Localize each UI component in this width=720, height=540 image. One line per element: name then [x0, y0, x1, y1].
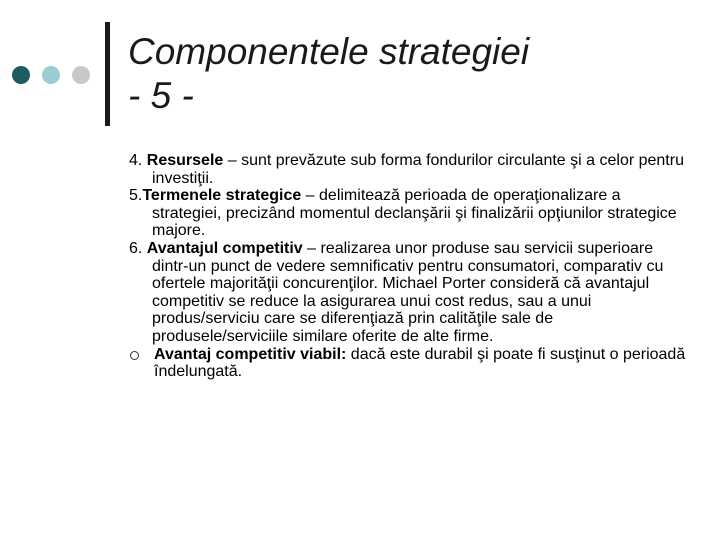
item-text: – realizarea unor produse sau servicii superioare dintr-un punct de vedere semnificativ pentru consumatori, comparativ cu ofertele majorităţii concurenţilor. Michael Porter consideră că avantajul competitiv se reduce la asigurarea unui cost redus, sau a unui produs/serviciu care se diferenţiază prin calităţile sale de produsele/serviciile similare oferite de alte firme.	[152, 239, 664, 345]
title-divider-rule	[105, 22, 110, 126]
item-term: Termenele strategice	[142, 187, 302, 205]
slide-title	[128, 30, 688, 118]
dot-gray	[72, 66, 90, 84]
item-text: – delimitează perioada de operaţionalizare a strategiei, precizând momentul declanşării şi finalizării opţiunilor strategice majore.	[152, 187, 677, 240]
dot-dark-teal	[12, 66, 30, 84]
list-item-avantaj	[129, 240, 689, 346]
title-line-1: Componentele strategiei	[128, 31, 530, 72]
list-item-resurse	[129, 152, 689, 187]
decorative-dots	[0, 66, 100, 86]
item-number: 6.	[129, 239, 147, 257]
list-item-termene	[129, 187, 689, 240]
slide-body	[129, 152, 689, 381]
bullet-item-avantaj-viabil	[129, 346, 689, 381]
item-text: – sunt prevăzute sub forma fondurilor circulante şi a celor pentru investiţii.	[152, 152, 684, 187]
item-term: Resursele	[146, 152, 224, 169]
bullet-text: dacă este durabil şi poate fi susţinut o perioadă îndelungată.	[154, 345, 686, 381]
item-term: Avantajul competitiv	[146, 239, 303, 257]
bullet-term: Avantaj competitiv viabil:	[154, 345, 347, 363]
item-number: 5.	[129, 187, 143, 205]
title-line-2: - 5 -	[128, 75, 194, 116]
dot-light-teal	[42, 66, 60, 84]
hollow-circle-bullet-icon	[130, 351, 139, 360]
item-number: 4.	[129, 152, 147, 169]
